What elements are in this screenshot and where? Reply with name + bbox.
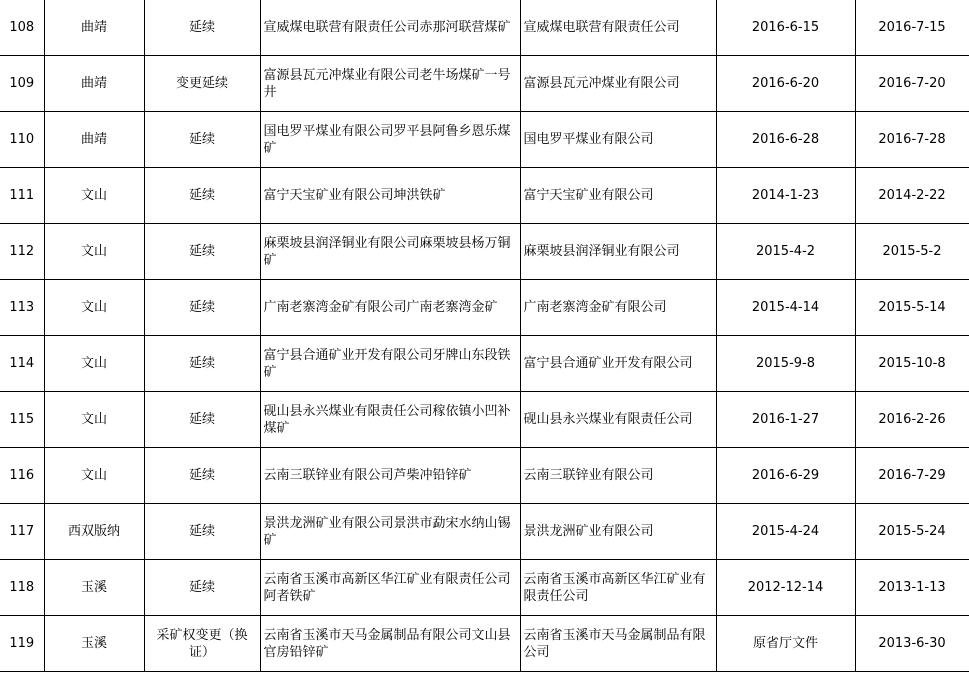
- mine-name-cell: 富宁县合通矿业开发有限公司牙牌山东段铁矿: [260, 336, 520, 392]
- start-date-cell: 2016-6-29: [716, 448, 855, 504]
- owner-cell: 富宁县合通矿业开发有限公司: [520, 336, 716, 392]
- row-number: 119: [0, 616, 44, 672]
- start-date-cell: 2016-6-28: [716, 112, 855, 168]
- table-row: [0, 280, 969, 336]
- region-cell: 文山: [44, 392, 144, 448]
- owner-cell: 富宁天宝矿业有限公司: [520, 168, 716, 224]
- region-cell: 玉溪: [44, 560, 144, 616]
- row-number: 116: [0, 448, 44, 504]
- mine-name-cell: 云南省玉溪市天马金属制品有限公司文山县官房铅锌矿: [260, 616, 520, 672]
- mine-name-cell: 景洪龙洲矿业有限公司景洪市勐宋水纳山锡矿: [260, 504, 520, 560]
- application-type-cell: 延续: [144, 224, 260, 280]
- row-number: 117: [0, 504, 44, 560]
- row-number: 111: [0, 168, 44, 224]
- mine-name-cell: 广南老寨湾金矿有限公司广南老寨湾金矿: [260, 280, 520, 336]
- mine-name-cell: 云南三联锌业有限公司芦柴冲铅锌矿: [260, 448, 520, 504]
- region-cell: 曲靖: [44, 112, 144, 168]
- row-number: 110: [0, 112, 44, 168]
- end-date-cell: 2016-7-28: [855, 112, 969, 168]
- application-type-cell: 延续: [144, 448, 260, 504]
- owner-cell: 云南省玉溪市天马金属制品有限公司: [520, 616, 716, 672]
- owner-cell: 广南老寨湾金矿有限公司: [520, 280, 716, 336]
- application-type-cell: 变更延续: [144, 56, 260, 112]
- application-type-cell: 采矿权变更（换证）: [144, 616, 260, 672]
- owner-cell: 景洪龙洲矿业有限公司: [520, 504, 716, 560]
- mine-name-cell: 云南省玉溪市高新区华江矿业有限责任公司阿者铁矿: [260, 560, 520, 616]
- table-row: [0, 504, 969, 560]
- row-number: 115: [0, 392, 44, 448]
- owner-cell: 云南三联锌业有限公司: [520, 448, 716, 504]
- table-row: [0, 560, 969, 616]
- end-date-cell: 2016-7-15: [855, 0, 969, 56]
- row-number: 108: [0, 0, 44, 56]
- region-cell: 文山: [44, 168, 144, 224]
- start-date-cell: 2015-4-24: [716, 504, 855, 560]
- region-cell: 曲靖: [44, 56, 144, 112]
- application-type-cell: 延续: [144, 504, 260, 560]
- application-type-cell: 延续: [144, 392, 260, 448]
- end-date-cell: 2015-5-14: [855, 280, 969, 336]
- region-cell: 曲靖: [44, 0, 144, 56]
- start-date-cell: 2015-4-14: [716, 280, 855, 336]
- owner-cell: 麻栗坡县润泽铜业有限公司: [520, 224, 716, 280]
- table-row: [0, 224, 969, 280]
- row-number: 113: [0, 280, 44, 336]
- owner-cell: 富源县瓦元冲煤业有限公司: [520, 56, 716, 112]
- owner-cell: 国电罗平煤业有限公司: [520, 112, 716, 168]
- application-type-cell: 延续: [144, 336, 260, 392]
- region-cell: 文山: [44, 280, 144, 336]
- mine-name-cell: 国电罗平煤业有限公司罗平县阿鲁乡恩乐煤矿: [260, 112, 520, 168]
- mine-name-cell: 富源县瓦元冲煤业有限公司老牛场煤矿一号井: [260, 56, 520, 112]
- table-row: [0, 0, 969, 56]
- owner-cell: 云南省玉溪市高新区华江矿业有限责任公司: [520, 560, 716, 616]
- application-type-cell: 延续: [144, 168, 260, 224]
- mine-name-cell: 砚山县永兴煤业有限责任公司稼依镇小凹补煤矿: [260, 392, 520, 448]
- row-number: 112: [0, 224, 44, 280]
- end-date-cell: 2013-6-30: [855, 616, 969, 672]
- table-row: [0, 168, 969, 224]
- table-row: [0, 448, 969, 504]
- end-date-cell: 2014-2-22: [855, 168, 969, 224]
- mine-name-cell: 麻栗坡县润泽铜业有限公司麻栗坡县杨万铜矿: [260, 224, 520, 280]
- region-cell: 西双版纳: [44, 504, 144, 560]
- end-date-cell: 2015-5-2: [855, 224, 969, 280]
- start-date-cell: 2016-6-15: [716, 0, 855, 56]
- start-date-cell: 2014-1-23: [716, 168, 855, 224]
- application-type-cell: 延续: [144, 112, 260, 168]
- table-row: [0, 392, 969, 448]
- region-cell: 文山: [44, 336, 144, 392]
- owner-cell: 宣威煤电联营有限责任公司: [520, 0, 716, 56]
- start-date-cell: 2016-1-27: [716, 392, 855, 448]
- end-date-cell: 2013-1-13: [855, 560, 969, 616]
- start-date-cell: 2012-12-14: [716, 560, 855, 616]
- application-type-cell: 延续: [144, 280, 260, 336]
- end-date-cell: 2015-10-8: [855, 336, 969, 392]
- application-type-cell: 延续: [144, 0, 260, 56]
- start-date-cell: 2016-6-20: [716, 56, 855, 112]
- row-number: 114: [0, 336, 44, 392]
- start-date-cell: 原省厅文件: [716, 616, 855, 672]
- table-row: [0, 56, 969, 112]
- row-number: 109: [0, 56, 44, 112]
- region-cell: 文山: [44, 224, 144, 280]
- start-date-cell: 2015-4-2: [716, 224, 855, 280]
- end-date-cell: 2016-7-20: [855, 56, 969, 112]
- mine-name-cell: 富宁天宝矿业有限公司坤洪铁矿: [260, 168, 520, 224]
- start-date-cell: 2015-9-8: [716, 336, 855, 392]
- table-row: [0, 616, 969, 672]
- mine-name-cell: 宣威煤电联营有限责任公司赤那河联营煤矿: [260, 0, 520, 56]
- end-date-cell: 2016-2-26: [855, 392, 969, 448]
- end-date-cell: 2015-5-24: [855, 504, 969, 560]
- owner-cell: 砚山县永兴煤业有限责任公司: [520, 392, 716, 448]
- application-type-cell: 延续: [144, 560, 260, 616]
- region-cell: 玉溪: [44, 616, 144, 672]
- region-cell: 文山: [44, 448, 144, 504]
- table-row: [0, 336, 969, 392]
- table-row: [0, 112, 969, 168]
- row-number: 118: [0, 560, 44, 616]
- end-date-cell: 2016-7-29: [855, 448, 969, 504]
